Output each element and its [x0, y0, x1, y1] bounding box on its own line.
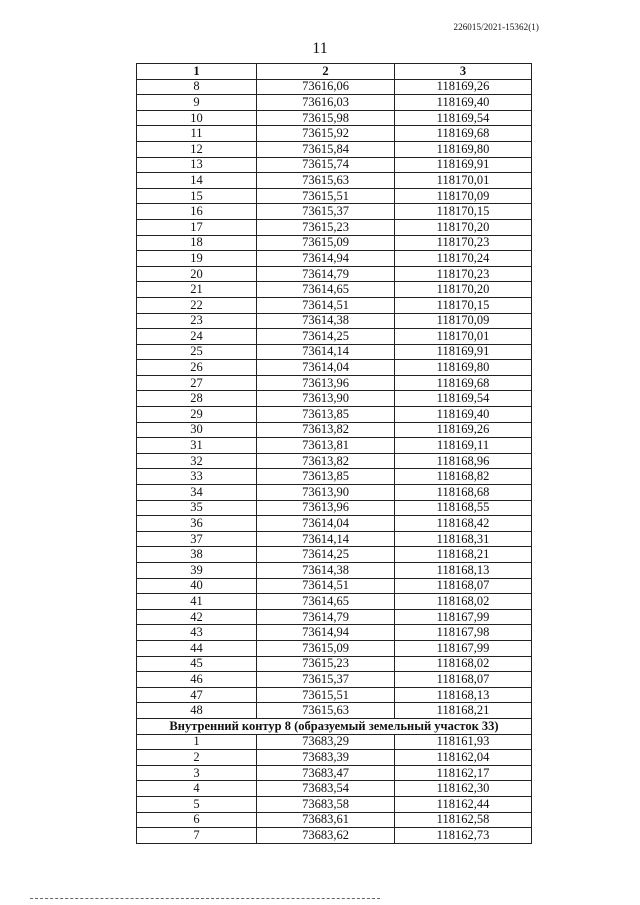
- table-cell-col-3: 118170,24: [395, 251, 532, 267]
- table-cell-col-3: 118169,54: [395, 391, 532, 407]
- table-cell-col-3: 118169,80: [395, 360, 532, 376]
- table-cell-col-2: 73614,65: [257, 282, 395, 298]
- table-cell-col-2: 73683,54: [257, 781, 395, 797]
- table-cell-col-2: 2: [257, 64, 395, 80]
- table-row: [137, 360, 532, 376]
- table-cell-col-3: 118168,13: [395, 563, 532, 579]
- table-cell-col-1: 4: [137, 781, 257, 797]
- table-cell-col-3: 3: [395, 64, 532, 80]
- table-cell-col-3: 118162,73: [395, 828, 532, 844]
- table-cell-col-1: 6: [137, 812, 257, 828]
- table-cell-col-3: 118168,13: [395, 687, 532, 703]
- table-cell-col-2: 73616,03: [257, 95, 395, 111]
- section-title: Внутренний контур 8 (образуемый земельный участок 33): [137, 718, 532, 734]
- table-cell-col-1: 11: [137, 126, 257, 142]
- table-cell-col-1: 2: [137, 750, 257, 766]
- table-cell-col-1: 32: [137, 453, 257, 469]
- table-row: [137, 485, 532, 501]
- table-cell-col-2: 73614,25: [257, 547, 395, 563]
- table-row: [137, 251, 532, 267]
- table-cell-col-1: 22: [137, 297, 257, 313]
- table-row: [137, 282, 532, 298]
- table-cell-col-1: 28: [137, 391, 257, 407]
- table-cell-col-2: 73614,04: [257, 360, 395, 376]
- table-cell-col-2: 73614,04: [257, 516, 395, 532]
- table-cell-col-3: 118162,04: [395, 750, 532, 766]
- table-row: [137, 126, 532, 142]
- table-cell-col-2: 73683,39: [257, 750, 395, 766]
- table-cell-col-1: 18: [137, 235, 257, 251]
- table-cell-col-1: 44: [137, 640, 257, 656]
- table-cell-col-3: 118169,91: [395, 157, 532, 173]
- table-row: [137, 500, 532, 516]
- table-row: [137, 95, 532, 111]
- table-cell-col-1: 1: [137, 64, 257, 80]
- table-row: [137, 640, 532, 656]
- table-cell-col-2: 73615,09: [257, 235, 395, 251]
- table-cell-col-3: 118168,42: [395, 516, 532, 532]
- table-cell-col-3: 118169,40: [395, 95, 532, 111]
- table-cell-col-2: 73615,63: [257, 173, 395, 189]
- table-cell-col-3: 118169,11: [395, 438, 532, 454]
- table-row: [137, 375, 532, 391]
- table-cell-col-3: 118168,07: [395, 672, 532, 688]
- table-row: [137, 344, 532, 360]
- table-row: [137, 391, 532, 407]
- table-cell-col-3: 118170,15: [395, 297, 532, 313]
- table-cell-col-1: 46: [137, 672, 257, 688]
- page-number: 11: [312, 40, 328, 57]
- table-cell-col-2: 73614,25: [257, 329, 395, 345]
- table-cell-col-1: 39: [137, 563, 257, 579]
- table-cell-col-3: 118168,68: [395, 485, 532, 501]
- table-row: [137, 625, 532, 641]
- table-cell-col-1: 5: [137, 796, 257, 812]
- table-row: [137, 796, 532, 812]
- table-cell-col-3: 118162,17: [395, 765, 532, 781]
- table-cell-col-2: 73615,09: [257, 640, 395, 656]
- table-cell-col-2: 73683,61: [257, 812, 395, 828]
- table-row: [137, 79, 532, 95]
- table-cell-col-1: 36: [137, 516, 257, 532]
- table-row: [137, 578, 532, 594]
- table-row: [137, 734, 532, 750]
- table-cell-col-1: 45: [137, 656, 257, 672]
- table-cell-col-2: 73613,85: [257, 407, 395, 423]
- table-cell-col-2: 73615,37: [257, 672, 395, 688]
- table-cell-col-2: 73683,58: [257, 796, 395, 812]
- table-cell-col-1: 38: [137, 547, 257, 563]
- table-cell-col-1: 43: [137, 625, 257, 641]
- table-cell-col-2: 73614,51: [257, 297, 395, 313]
- table-cell-col-3: 118161,93: [395, 734, 532, 750]
- table-row: [137, 141, 532, 157]
- table-cell-col-1: 34: [137, 485, 257, 501]
- table-row: [137, 656, 532, 672]
- table-cell-col-2: 73615,51: [257, 188, 395, 204]
- table-cell-col-1: 7: [137, 828, 257, 844]
- document-registration-number: 226015/2021-15362(1): [453, 22, 539, 32]
- table-cell-col-3: 118169,26: [395, 79, 532, 95]
- table-cell-col-3: 118167,99: [395, 609, 532, 625]
- table-cell-col-3: 118169,54: [395, 110, 532, 126]
- table-cell-col-1: 3: [137, 765, 257, 781]
- table-row: [137, 687, 532, 703]
- table-cell-col-2: 73614,79: [257, 266, 395, 282]
- table-cell-col-2: 73613,96: [257, 500, 395, 516]
- table-cell-col-1: 23: [137, 313, 257, 329]
- table-row: [137, 204, 532, 220]
- table-cell-col-2: 73614,14: [257, 531, 395, 547]
- table-cell-col-2: 73683,47: [257, 765, 395, 781]
- table-cell-col-3: 118170,01: [395, 173, 532, 189]
- table-row: [137, 313, 532, 329]
- table-cell-col-2: 73613,90: [257, 391, 395, 407]
- table-cell-col-1: 27: [137, 375, 257, 391]
- table-cell-col-2: 73615,37: [257, 204, 395, 220]
- table-row: [137, 157, 532, 173]
- table-cell-col-2: 73614,94: [257, 625, 395, 641]
- table-row: [137, 828, 532, 844]
- table-cell-col-1: 10: [137, 110, 257, 126]
- table-row: [137, 407, 532, 423]
- table-cell-col-1: 19: [137, 251, 257, 267]
- coordinates-table: [136, 63, 532, 844]
- table-cell-col-1: 33: [137, 469, 257, 485]
- table-section-row: [137, 718, 532, 734]
- table-cell-col-3: 118169,91: [395, 344, 532, 360]
- table-cell-col-1: 26: [137, 360, 257, 376]
- table-row: [137, 531, 532, 547]
- table-cell-col-1: 30: [137, 422, 257, 438]
- table-cell-col-2: 73613,96: [257, 375, 395, 391]
- table-cell-col-2: 73615,63: [257, 703, 395, 719]
- table-cell-col-3: 118168,02: [395, 594, 532, 610]
- table-row: [137, 110, 532, 126]
- table-cell-col-1: 29: [137, 407, 257, 423]
- table-cell-col-1: 12: [137, 141, 257, 157]
- table-cell-col-1: 31: [137, 438, 257, 454]
- table-cell-col-2: 73683,62: [257, 828, 395, 844]
- table-cell-col-2: 73614,79: [257, 609, 395, 625]
- table-row: [137, 563, 532, 579]
- table-cell-col-2: 73614,38: [257, 313, 395, 329]
- table-cell-col-1: 41: [137, 594, 257, 610]
- table-cell-col-2: 73615,23: [257, 656, 395, 672]
- table-cell-col-3: 118168,55: [395, 500, 532, 516]
- coordinates-table-body: [137, 64, 532, 844]
- table-cell-col-2: 73615,92: [257, 126, 395, 142]
- table-cell-col-3: 118170,09: [395, 188, 532, 204]
- table-cell-col-2: 73683,29: [257, 734, 395, 750]
- table-cell-col-1: 40: [137, 578, 257, 594]
- table-row: [137, 469, 532, 485]
- table-row: [137, 812, 532, 828]
- table-cell-col-3: 118162,58: [395, 812, 532, 828]
- table-cell-col-3: 118168,02: [395, 656, 532, 672]
- table-cell-col-2: 73613,85: [257, 469, 395, 485]
- table-cell-col-1: 17: [137, 219, 257, 235]
- table-cell-col-3: 118168,82: [395, 469, 532, 485]
- table-row: [137, 329, 532, 345]
- table-cell-col-2: 73613,82: [257, 422, 395, 438]
- table-row: [137, 297, 532, 313]
- table-cell-col-1: 8: [137, 79, 257, 95]
- table-cell-col-3: 118168,21: [395, 547, 532, 563]
- table-cell-col-1: 20: [137, 266, 257, 282]
- table-row: [137, 266, 532, 282]
- table-cell-col-1: 24: [137, 329, 257, 345]
- table-row: [137, 235, 532, 251]
- table-row: [137, 703, 532, 719]
- table-cell-col-2: 73615,23: [257, 219, 395, 235]
- table-cell-col-1: 47: [137, 687, 257, 703]
- table-cell-col-3: 118170,15: [395, 204, 532, 220]
- table-cell-col-3: 118162,30: [395, 781, 532, 797]
- table-cell-col-3: 118169,40: [395, 407, 532, 423]
- table-cell-col-1: 37: [137, 531, 257, 547]
- table-cell-col-3: 118168,21: [395, 703, 532, 719]
- table-row: [137, 173, 532, 189]
- table-cell-col-2: 73615,74: [257, 157, 395, 173]
- table-row: [137, 609, 532, 625]
- table-cell-col-3: 118167,98: [395, 625, 532, 641]
- table-cell-col-2: 73613,90: [257, 485, 395, 501]
- table-cell-col-3: 118169,68: [395, 126, 532, 142]
- table-header-row: [137, 64, 532, 80]
- table-cell-col-3: 118168,07: [395, 578, 532, 594]
- table-cell-col-3: 118169,80: [395, 141, 532, 157]
- table-cell-col-2: 73613,82: [257, 453, 395, 469]
- table-cell-col-1: 42: [137, 609, 257, 625]
- table-cell-col-2: 73614,51: [257, 578, 395, 594]
- table-row: [137, 438, 532, 454]
- table-cell-col-1: 13: [137, 157, 257, 173]
- table-cell-col-3: 118170,09: [395, 313, 532, 329]
- table-cell-col-1: 9: [137, 95, 257, 111]
- table-cell-col-1: 14: [137, 173, 257, 189]
- table-cell-col-1: 25: [137, 344, 257, 360]
- table-row: [137, 750, 532, 766]
- table-cell-col-3: 118170,23: [395, 266, 532, 282]
- table-cell-col-3: 118170,20: [395, 282, 532, 298]
- table-cell-col-1: 48: [137, 703, 257, 719]
- table-cell-col-1: 21: [137, 282, 257, 298]
- table-cell-col-3: 118170,23: [395, 235, 532, 251]
- table-cell-col-3: 118169,26: [395, 422, 532, 438]
- table-row: [137, 188, 532, 204]
- table-cell-col-2: 73614,14: [257, 344, 395, 360]
- table-row: [137, 765, 532, 781]
- table-cell-col-3: 118167,99: [395, 640, 532, 656]
- table-cell-col-2: 73616,06: [257, 79, 395, 95]
- table-cell-col-2: 73614,38: [257, 563, 395, 579]
- table-row: [137, 422, 532, 438]
- table-row: [137, 781, 532, 797]
- table-row: [137, 219, 532, 235]
- table-cell-col-2: 73614,94: [257, 251, 395, 267]
- footer-line: [30, 898, 380, 899]
- table-cell-col-3: 118170,01: [395, 329, 532, 345]
- table-cell-col-3: 118169,68: [395, 375, 532, 391]
- table-row: [137, 453, 532, 469]
- table-cell-col-3: 118162,44: [395, 796, 532, 812]
- table-cell-col-2: 73614,65: [257, 594, 395, 610]
- table-row: [137, 672, 532, 688]
- table-cell-col-2: 73615,51: [257, 687, 395, 703]
- table-cell-col-3: 118170,20: [395, 219, 532, 235]
- table-cell-col-3: 118168,96: [395, 453, 532, 469]
- table-cell-col-1: 16: [137, 204, 257, 220]
- table-cell-col-1: 1: [137, 734, 257, 750]
- table-cell-col-2: 73615,84: [257, 141, 395, 157]
- table-cell-col-2: 73615,98: [257, 110, 395, 126]
- table-row: [137, 547, 532, 563]
- table-row: [137, 516, 532, 532]
- table-cell-col-1: 35: [137, 500, 257, 516]
- table-cell-col-3: 118168,31: [395, 531, 532, 547]
- table-row: [137, 594, 532, 610]
- table-cell-col-1: 15: [137, 188, 257, 204]
- table-cell-col-2: 73613,81: [257, 438, 395, 454]
